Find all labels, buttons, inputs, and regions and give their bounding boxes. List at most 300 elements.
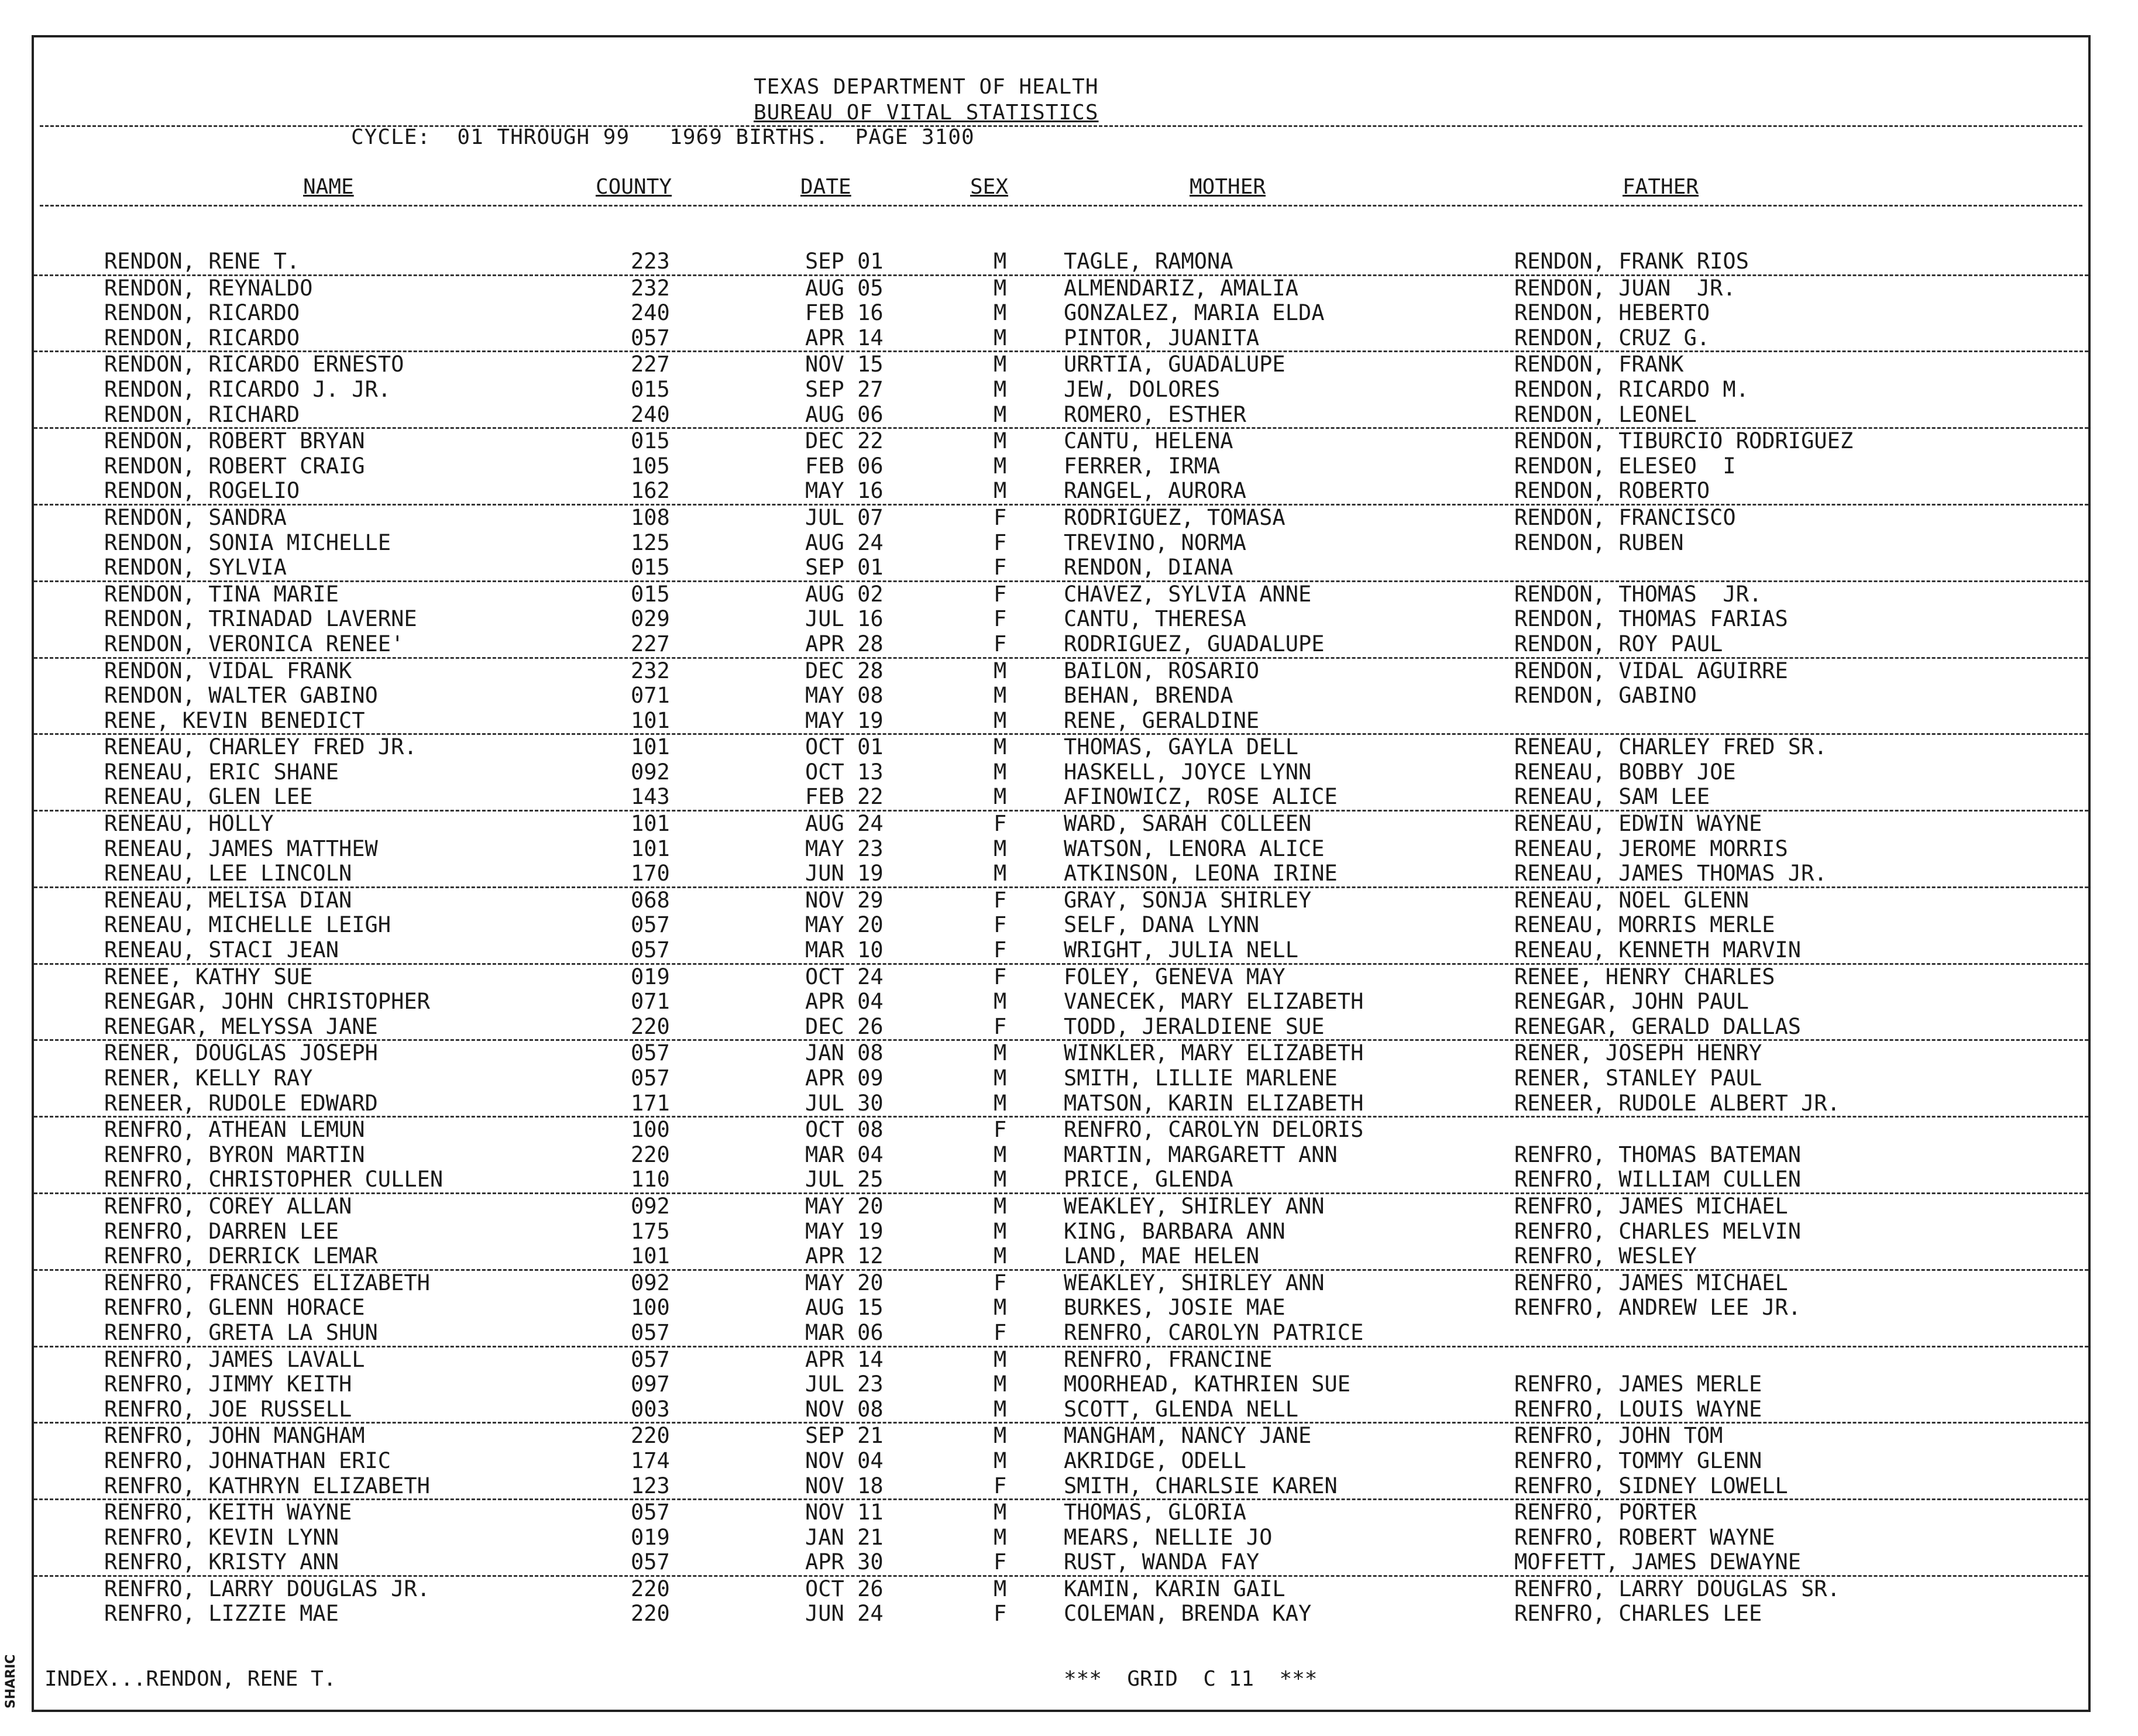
- cell-date: APR 14: [805, 325, 884, 350]
- cell-father: RENFRO, WILLIAM CULLEN: [1514, 1167, 1802, 1192]
- cell-mother: WRIGHT, JULIA NELL: [1064, 937, 1298, 963]
- cell-sex: M: [994, 275, 1007, 301]
- cell-date: MAR 10: [805, 937, 884, 963]
- cell-sex: M: [994, 1576, 1007, 1601]
- cell-father: RENEAU, EDWIN WAYNE: [1514, 811, 1762, 837]
- cell-name: RENDON, SYLVIA: [104, 555, 287, 580]
- cell-county: 162: [631, 478, 670, 504]
- cell-sex: F: [994, 887, 1007, 913]
- cell-county: 057: [631, 912, 670, 938]
- table-row: [34, 1500, 2088, 1525]
- cell-mother: SELF, DANA LYNN: [1064, 912, 1260, 938]
- cell-father: RENDON, RUBEN: [1514, 530, 1684, 555]
- cell-mother: BEHAN, BRENDA: [1064, 683, 1233, 709]
- cell-mother: RUST, WANDA FAY: [1064, 1549, 1260, 1575]
- cell-name: RENFRO, LARRY DOUGLAS JR.: [104, 1576, 430, 1601]
- cell-date: AUG 05: [805, 275, 884, 301]
- cell-mother: MOORHEAD, KATHRIEN SUE: [1064, 1371, 1351, 1397]
- sharic-stamp: SHARIC: [4, 1654, 18, 1709]
- cell-mother: COLEMAN, BRENDA KAY: [1064, 1601, 1312, 1627]
- cell-mother: BAILON, ROSARIO: [1064, 658, 1260, 683]
- cell-father: RENFRO, PORTER: [1514, 1500, 1697, 1525]
- cell-father: RENFRO, LARRY DOUGLAS SR.: [1514, 1576, 1840, 1601]
- cell-date: MAY 20: [805, 1270, 884, 1295]
- table-row: [34, 1321, 2088, 1347]
- table-row: [34, 861, 2088, 888]
- cell-county: 170: [631, 861, 670, 886]
- cell-sex: F: [994, 606, 1007, 632]
- cell-mother: GONZALEZ, MARIA ELDA: [1064, 300, 1325, 326]
- column-header-father: FATHER: [1623, 175, 1699, 199]
- cell-sex: M: [994, 1090, 1007, 1116]
- table-row: [34, 1194, 2088, 1219]
- table-row: [34, 913, 2088, 938]
- table-row: [34, 683, 2088, 709]
- cell-county: 220: [631, 1013, 670, 1039]
- cell-father: RENEAU, NOEL GLENN: [1514, 887, 1749, 913]
- cell-name: RENFRO, JAMES LAVALL: [104, 1346, 365, 1372]
- cell-county: 057: [631, 1319, 670, 1345]
- cell-mother: MANGHAM, NANCY JANE: [1064, 1423, 1312, 1449]
- cell-mother: FERRER, IRMA: [1064, 453, 1221, 479]
- table-row: [34, 582, 2088, 607]
- cell-county: 232: [631, 658, 670, 683]
- table-row: [34, 352, 2088, 377]
- cell-sex: F: [994, 1319, 1007, 1345]
- cell-name: RENER, KELLY RAY: [104, 1065, 313, 1091]
- table-row: [34, 989, 2088, 1015]
- cell-date: MAY 19: [805, 1218, 884, 1244]
- table-row: [34, 1167, 2088, 1194]
- cell-sex: F: [994, 912, 1007, 938]
- cell-name: RENEAU, MICHELLE LEIGH: [104, 912, 391, 938]
- cell-sex: M: [994, 759, 1007, 785]
- cell-father: RENDON, THOMAS JR.: [1514, 581, 1762, 607]
- table-row: [34, 659, 2088, 684]
- cell-name: RENEGAR, MELYSSA JANE: [104, 1013, 378, 1039]
- cell-date: APR 04: [805, 989, 884, 1015]
- cell-name: RENFRO, KEVIN LYNN: [104, 1524, 339, 1550]
- cell-sex: F: [994, 937, 1007, 963]
- cell-county: 108: [631, 504, 670, 530]
- cell-name: RENE, KEVIN BENEDICT: [104, 707, 365, 733]
- cell-father: RENDON, ROBERTO: [1514, 478, 1710, 504]
- cell-mother: WINKLER, MARY ELIZABETH: [1064, 1040, 1364, 1066]
- cell-county: 105: [631, 453, 670, 479]
- header-divider: [40, 125, 2082, 127]
- cell-date: NOV 08: [805, 1396, 884, 1422]
- cell-sex: M: [994, 1346, 1007, 1372]
- cell-father: RENER, STANLEY PAUL: [1514, 1065, 1762, 1091]
- cell-mother: AKRIDGE, ODELL: [1064, 1448, 1246, 1473]
- cell-date: JUL 30: [805, 1090, 884, 1116]
- cell-date: AUG 24: [805, 811, 884, 837]
- cell-mother: WATSON, LENORA ALICE: [1064, 836, 1325, 861]
- cell-sex: F: [994, 1473, 1007, 1498]
- cell-name: RENEER, RUDOLE EDWARD: [104, 1090, 378, 1116]
- cell-mother: VANECEK, MARY ELIZABETH: [1064, 989, 1364, 1015]
- cell-county: 123: [631, 1473, 670, 1498]
- cell-sex: M: [994, 784, 1007, 810]
- cell-date: MAY 20: [805, 1193, 884, 1219]
- cell-county: 220: [631, 1576, 670, 1601]
- cell-date: APR 14: [805, 1346, 884, 1372]
- cell-county: 092: [631, 1270, 670, 1295]
- cell-county: 220: [631, 1423, 670, 1449]
- cell-father: RENEAU, BOBBY JOE: [1514, 759, 1736, 785]
- header-subtitle: BUREAU OF VITAL STATISTICS: [754, 101, 1099, 125]
- cell-date: DEC 22: [805, 428, 884, 454]
- cell-county: 057: [631, 937, 670, 963]
- cell-name: RENDON, WALTER GABINO: [104, 683, 378, 709]
- table-row: [34, 249, 2088, 276]
- cell-county: 227: [631, 352, 670, 377]
- cell-mother: SMITH, CHARLSIE KAREN: [1064, 1473, 1338, 1498]
- cell-mother: RODRIGUEZ, GUADALUPE: [1064, 631, 1325, 656]
- cell-mother: RANGEL, AURORA: [1064, 478, 1246, 504]
- table-row: [34, 1474, 2088, 1501]
- cell-name: RENEGAR, JOHN CHRISTOPHER: [104, 989, 430, 1015]
- cell-sex: M: [994, 249, 1007, 274]
- cell-county: 223: [631, 249, 670, 274]
- cell-date: APR 30: [805, 1549, 884, 1575]
- table-row: [34, 1091, 2088, 1118]
- cell-sex: F: [994, 964, 1007, 989]
- cell-father: RENDON, ROY PAUL: [1514, 631, 1723, 656]
- cell-date: AUG 06: [805, 401, 884, 427]
- cell-father: RENFRO, JAMES MICHAEL: [1514, 1270, 1788, 1295]
- cell-date: AUG 24: [805, 530, 884, 555]
- cell-county: 092: [631, 1193, 670, 1219]
- cell-county: 101: [631, 707, 670, 733]
- cell-date: MAY 19: [805, 707, 884, 733]
- cell-date: JAN 08: [805, 1040, 884, 1066]
- table-row: [34, 301, 2088, 326]
- cell-sex: M: [994, 1243, 1007, 1269]
- cell-name: RENDON, TINA MARIE: [104, 581, 339, 607]
- cell-date: APR 09: [805, 1065, 884, 1091]
- cell-date: OCT 01: [805, 734, 884, 760]
- cell-name: RENDON, ROBERT CRAIG: [104, 453, 365, 479]
- cell-county: 240: [631, 300, 670, 326]
- cell-sex: M: [994, 1295, 1007, 1321]
- cell-sex: M: [994, 836, 1007, 861]
- cell-name: RENEAU, JAMES MATTHEW: [104, 836, 378, 861]
- cell-father: RENDON, RICARDO M.: [1514, 376, 1749, 402]
- table-row: [34, 1525, 2088, 1551]
- cell-mother: TREVINO, NORMA: [1064, 530, 1246, 555]
- table-row: [34, 760, 2088, 785]
- table-row: [34, 1372, 2088, 1397]
- cell-name: RENDON, SANDRA: [104, 504, 287, 530]
- table-row: [34, 479, 2088, 506]
- cell-name: RENEAU, MELISA DIAN: [104, 887, 352, 913]
- cell-county: 097: [631, 1371, 670, 1397]
- cell-sex: M: [994, 1193, 1007, 1219]
- cell-name: RENDON, RICARDO J. JR.: [104, 376, 391, 402]
- table-row: [34, 632, 2088, 659]
- cell-father: RENFRO, THOMAS BATEMAN: [1514, 1142, 1802, 1167]
- table-row: [34, 1295, 2088, 1321]
- cell-name: RENEAU, LEE LINCOLN: [104, 861, 352, 886]
- cell-county: 057: [631, 325, 670, 350]
- cell-sex: M: [994, 1448, 1007, 1473]
- cell-name: RENFRO, KEITH WAYNE: [104, 1500, 352, 1525]
- cell-sex: M: [994, 1218, 1007, 1244]
- table-row: [34, 1143, 2088, 1168]
- table-row: [34, 276, 2088, 301]
- cell-date: OCT 26: [805, 1576, 884, 1601]
- cell-name: RENFRO, CHRISTOPHER CULLEN: [104, 1167, 444, 1192]
- table-row: [34, 1041, 2088, 1066]
- cell-county: 110: [631, 1167, 670, 1192]
- cell-sex: M: [994, 325, 1007, 350]
- cell-mother: TODD, JERALDIENE SUE: [1064, 1013, 1325, 1039]
- cell-mother: ALMENDARIZ, AMALIA: [1064, 275, 1298, 301]
- cell-county: 143: [631, 784, 670, 810]
- cell-mother: PINTOR, JUANITA: [1064, 325, 1260, 350]
- cell-mother: GRAY, SONJA SHIRLEY: [1064, 887, 1312, 913]
- cell-date: NOV 11: [805, 1500, 884, 1525]
- cell-date: MAR 04: [805, 1142, 884, 1167]
- cell-name: RENDON, RICARDO: [104, 300, 300, 326]
- cell-name: RENEAU, STACI JEAN: [104, 937, 339, 963]
- cell-name: RENDON, VERONICA RENEE': [104, 631, 404, 656]
- cell-date: FEB 16: [805, 300, 884, 326]
- table-row: [34, 965, 2088, 990]
- cell-father: RENEGAR, GERALD DALLAS: [1514, 1013, 1802, 1039]
- cell-father: RENDON, ELESEO I: [1514, 453, 1736, 479]
- cell-date: APR 12: [805, 1243, 884, 1269]
- cell-date: JUN 24: [805, 1601, 884, 1627]
- cell-mother: CHAVEZ, SYLVIA ANNE: [1064, 581, 1312, 607]
- cell-father: RENER, JOSEPH HENRY: [1514, 1040, 1762, 1066]
- cell-name: RENEE, KATHY SUE: [104, 964, 313, 989]
- table-row: [34, 377, 2088, 403]
- cell-sex: M: [994, 1423, 1007, 1449]
- cell-name: RENFRO, KATHRYN ELIZABETH: [104, 1473, 430, 1498]
- cell-father: RENFRO, JAMES MERLE: [1514, 1371, 1762, 1397]
- cell-date: SEP 21: [805, 1423, 884, 1449]
- cell-sex: F: [994, 631, 1007, 656]
- cell-mother: PRICE, GLENDA: [1064, 1167, 1233, 1192]
- cell-sex: F: [994, 1270, 1007, 1295]
- cell-county: 057: [631, 1346, 670, 1372]
- cell-father: RENEAU, JAMES THOMAS JR.: [1514, 861, 1827, 886]
- cell-date: SEP 27: [805, 376, 884, 402]
- cell-date: JUL 23: [805, 1371, 884, 1397]
- cell-county: 068: [631, 887, 670, 913]
- cell-name: RENEAU, ERIC SHANE: [104, 759, 339, 785]
- cell-mother: URRTIA, GUADALUPE: [1064, 352, 1285, 377]
- cell-mother: MATSON, KARIN ELIZABETH: [1064, 1090, 1364, 1116]
- cell-name: RENFRO, GLENN HORACE: [104, 1295, 365, 1321]
- cell-mother: TAGLE, RAMONA: [1064, 249, 1233, 274]
- cell-date: MAY 23: [805, 836, 884, 861]
- cell-sex: F: [994, 1601, 1007, 1627]
- cell-date: JUL 07: [805, 504, 884, 530]
- footer-index: INDEX...RENDON, RENE T.: [44, 1667, 336, 1691]
- cell-name: RENDON, RICARDO ERNESTO: [104, 352, 404, 377]
- cell-mother: WEAKLEY, SHIRLEY ANN: [1064, 1270, 1325, 1295]
- cell-mother: KAMIN, KARIN GAIL: [1064, 1576, 1285, 1601]
- table-row: [34, 735, 2088, 760]
- cell-mother: HASKELL, JOYCE LYNN: [1064, 759, 1312, 785]
- cell-name: RENDON, RENE T.: [104, 249, 300, 274]
- cell-name: RENFRO, DERRICK LEMAR: [104, 1243, 378, 1269]
- cell-name: RENDON, RICARDO: [104, 325, 300, 350]
- table-row: [34, 555, 2088, 582]
- cell-name: RENFRO, FRANCES ELIZABETH: [104, 1270, 430, 1295]
- table-row: [34, 785, 2088, 812]
- cell-date: JUL 16: [805, 606, 884, 632]
- column-header-county: COUNTY: [596, 175, 672, 199]
- cell-father: RENDON, HEBERTO: [1514, 300, 1710, 326]
- cell-sex: M: [994, 1396, 1007, 1422]
- cell-father: RENFRO, SIDNEY LOWELL: [1514, 1473, 1788, 1498]
- cell-date: JUN 19: [805, 861, 884, 886]
- table-row: [34, 429, 2088, 454]
- cell-date: FEB 22: [805, 784, 884, 810]
- table-row: [34, 1449, 2088, 1474]
- table-row: [34, 1244, 2088, 1271]
- cell-mother: CANTU, HELENA: [1064, 428, 1233, 454]
- cell-father: RENFRO, WESLEY: [1514, 1243, 1697, 1269]
- cell-county: 071: [631, 989, 670, 1015]
- cell-date: MAY 20: [805, 912, 884, 938]
- cell-father: RENEER, RUDOLE ALBERT JR.: [1514, 1090, 1840, 1116]
- cell-mother: JEW, DOLORES: [1064, 376, 1221, 402]
- table-row: [34, 1550, 2088, 1577]
- cell-county: 019: [631, 964, 670, 989]
- document-frame: [32, 35, 2091, 1712]
- cell-mother: SMITH, LILLIE MARLENE: [1064, 1065, 1338, 1091]
- cell-father: RENEAU, CHARLEY FRED SR.: [1514, 734, 1827, 760]
- cell-date: JUL 25: [805, 1167, 884, 1192]
- cell-county: 057: [631, 1500, 670, 1525]
- cell-mother: SCOTT, GLENDA NELL: [1064, 1396, 1298, 1422]
- cell-county: 019: [631, 1524, 670, 1550]
- table-row: [34, 888, 2088, 913]
- cell-county: 100: [631, 1117, 670, 1143]
- cell-name: RENEAU, GLEN LEE: [104, 784, 313, 810]
- cell-date: NOV 29: [805, 887, 884, 913]
- cell-father: RENFRO, CHARLES MELVIN: [1514, 1218, 1802, 1244]
- cell-father: RENDON, THOMAS FARIAS: [1514, 606, 1788, 632]
- cell-name: RENEAU, HOLLY: [104, 811, 274, 837]
- cell-sex: M: [994, 1142, 1007, 1167]
- cell-county: 029: [631, 606, 670, 632]
- cell-father: RENDON, VIDAL AGUIRRE: [1514, 658, 1788, 683]
- cell-sex: M: [994, 707, 1007, 733]
- cell-mother: MEARS, NELLIE JO: [1064, 1524, 1273, 1550]
- table-row: [34, 506, 2088, 531]
- cell-mother: MARTIN, MARGARETT ANN: [1064, 1142, 1338, 1167]
- cell-father: RENFRO, JOHN TOM: [1514, 1423, 1723, 1449]
- cell-county: 101: [631, 1243, 670, 1269]
- cell-mother: WARD, SARAH COLLEEN: [1064, 811, 1312, 837]
- cell-mother: THOMAS, GAYLA DELL: [1064, 734, 1298, 760]
- cell-mother: LAND, MAE HELEN: [1064, 1243, 1260, 1269]
- cell-county: 071: [631, 683, 670, 709]
- table-row: [34, 1424, 2088, 1449]
- cell-sex: M: [994, 989, 1007, 1015]
- cell-father: RENDON, FRANK: [1514, 352, 1684, 377]
- cell-sex: F: [994, 581, 1007, 607]
- cell-father: RENEGAR, JOHN PAUL: [1514, 989, 1749, 1015]
- table-row: [34, 938, 2088, 965]
- footer-grid: *** GRID C 11 ***: [1064, 1667, 1318, 1691]
- table-row: [34, 403, 2088, 429]
- cell-date: AUG 15: [805, 1295, 884, 1321]
- cell-sex: M: [994, 1371, 1007, 1397]
- cell-father: RENFRO, ANDREW LEE JR.: [1514, 1295, 1802, 1321]
- table-row: [34, 1015, 2088, 1041]
- cell-father: RENDON, FRANCISCO: [1514, 504, 1736, 530]
- cell-mother: AFINOWICZ, ROSE ALICE: [1064, 784, 1338, 810]
- cell-date: DEC 28: [805, 658, 884, 683]
- column-header-date: DATE: [800, 175, 851, 199]
- cell-sex: M: [994, 428, 1007, 454]
- cell-county: 175: [631, 1218, 670, 1244]
- cell-mother: RENDON, DIANA: [1064, 555, 1233, 580]
- cell-sex: M: [994, 1065, 1007, 1091]
- cell-name: RENFRO, JOHNATHAN ERIC: [104, 1448, 391, 1473]
- cell-sex: M: [994, 478, 1007, 504]
- table-row: [34, 1347, 2088, 1373]
- cell-sex: F: [994, 1549, 1007, 1575]
- cell-county: 015: [631, 555, 670, 580]
- cell-date: OCT 24: [805, 964, 884, 989]
- cell-father: MOFFETT, JAMES DEWAYNE: [1514, 1549, 1802, 1575]
- cell-date: NOV 18: [805, 1473, 884, 1498]
- cell-father: RENEE, HENRY CHARLES: [1514, 964, 1775, 989]
- cell-date: DEC 26: [805, 1013, 884, 1039]
- table-row: [34, 837, 2088, 862]
- table-row: [34, 1066, 2088, 1091]
- cell-sex: F: [994, 1013, 1007, 1039]
- cell-date: OCT 08: [805, 1117, 884, 1143]
- cell-sex: M: [994, 658, 1007, 683]
- cell-sex: M: [994, 1167, 1007, 1192]
- cell-father: RENDON, FRANK RIOS: [1514, 249, 1749, 274]
- cell-mother: BURKES, JOSIE MAE: [1064, 1295, 1285, 1321]
- cell-name: RENDON, VIDAL FRANK: [104, 658, 352, 683]
- cell-county: 003: [631, 1396, 670, 1422]
- cell-date: MAY 16: [805, 478, 884, 504]
- cell-sex: M: [994, 683, 1007, 709]
- cell-mother: RENFRO, CAROLYN DELORIS: [1064, 1117, 1364, 1143]
- cell-date: AUG 02: [805, 581, 884, 607]
- cell-sex: M: [994, 453, 1007, 479]
- cell-mother: ATKINSON, LEONA IRINE: [1064, 861, 1338, 886]
- cell-mother: CANTU, THERESA: [1064, 606, 1246, 632]
- cell-mother: FOLEY, GENEVA MAY: [1064, 964, 1285, 989]
- cell-father: RENDON, CRUZ G.: [1514, 325, 1710, 350]
- cell-sex: M: [994, 352, 1007, 377]
- cell-county: 240: [631, 401, 670, 427]
- cell-mother: RENE, GERALDINE: [1064, 707, 1260, 733]
- cell-county: 015: [631, 376, 670, 402]
- cell-father: RENDON, JUAN JR.: [1514, 275, 1736, 301]
- cell-name: RENFRO, DARREN LEE: [104, 1218, 339, 1244]
- column-header-sex: SEX: [970, 175, 1009, 199]
- cell-county: 101: [631, 734, 670, 760]
- cell-date: MAR 06: [805, 1319, 884, 1345]
- cell-date: APR 28: [805, 631, 884, 656]
- cell-father: RENDON, TIBURCIO RODRIGUEZ: [1514, 428, 1854, 454]
- column-header-mother: MOTHER: [1190, 175, 1266, 199]
